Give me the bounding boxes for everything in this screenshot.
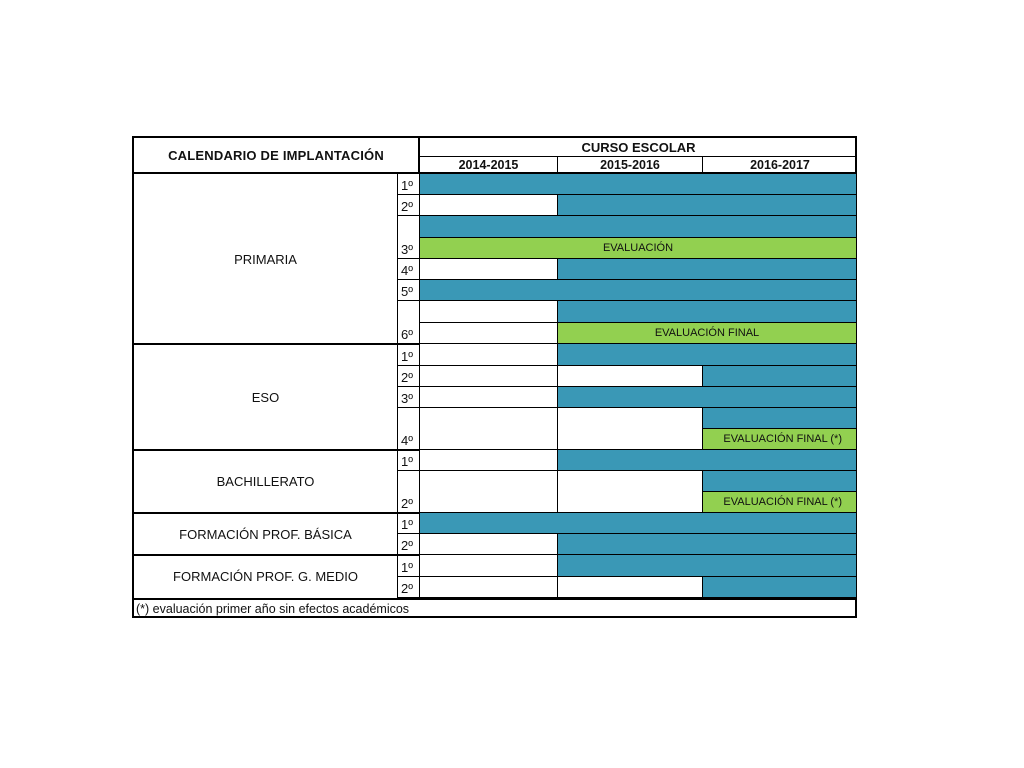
course-label: 2º <box>398 471 420 513</box>
evaluacion-final-bach-bar: EVALUACIÓN FINAL (*) <box>703 492 857 513</box>
group-primaria: PRIMARIA <box>134 174 398 344</box>
group-eso: ESO <box>134 344 398 450</box>
group-fp-grado-medio: FORMACIÓN PROF. G. MEDIO <box>134 555 398 598</box>
table-title: CALENDARIO DE IMPLANTACIÓN <box>134 138 420 174</box>
footnote: (*) evaluación primer año sin efectos académicos <box>134 598 857 618</box>
group-bachillerato: BACHILLERATO <box>134 450 398 513</box>
course-label: 4º <box>398 259 420 280</box>
cell-eso-2 <box>703 366 857 387</box>
cell-fpb-1 <box>420 513 857 534</box>
cell-fpgm-1-2014 <box>420 555 558 577</box>
course-label: 1º <box>398 555 420 577</box>
cell-primaria-6 <box>558 301 857 323</box>
year-header-2014-2015: 2014-2015 <box>420 157 558 174</box>
course-label: 3º <box>398 387 420 408</box>
course-label: 6º <box>398 301 420 344</box>
cell-fpb-2-2014 <box>420 534 558 555</box>
cell-fpgm-2 <box>703 577 857 598</box>
course-label: 1º <box>398 513 420 534</box>
course-label: 4º <box>398 408 420 450</box>
cell-eso-1-2014 <box>420 344 558 366</box>
evaluacion-final-bar: EVALUACIÓN FINAL <box>558 323 857 344</box>
cell-eso-2-2014 <box>420 366 558 387</box>
course-label: 1º <box>398 450 420 471</box>
course-label: 3º <box>398 216 420 259</box>
evaluacion-final-eso-bar: EVALUACIÓN FINAL (*) <box>703 429 857 450</box>
cell-fpgm-2-2015 <box>558 577 703 598</box>
cell-primaria-3 <box>420 216 857 238</box>
cell-primaria-6-2014-b <box>420 323 558 344</box>
cell-eso-3 <box>558 387 857 408</box>
cell-primaria-4-2014 <box>420 259 558 280</box>
cell-primaria-6-2014 <box>420 301 558 323</box>
cell-eso-1 <box>558 344 857 366</box>
cell-eso-4-2014 <box>420 408 558 450</box>
cell-primaria-4 <box>558 259 857 280</box>
curso-escolar-header: CURSO ESCOLAR <box>420 138 857 157</box>
cell-primaria-2 <box>558 195 857 216</box>
year-header-2015-2016: 2015-2016 <box>558 157 703 174</box>
cell-primaria-5 <box>420 280 857 301</box>
cell-bach-1-2014 <box>420 450 558 471</box>
cell-fpgm-1 <box>558 555 857 577</box>
cell-fpgm-2-2014 <box>420 577 558 598</box>
cell-primaria-1 <box>420 174 857 195</box>
cell-bach-2 <box>703 471 857 492</box>
course-label: 5º <box>398 280 420 301</box>
cell-eso-2-2015 <box>558 366 703 387</box>
year-header-2016-2017: 2016-2017 <box>703 157 857 174</box>
implementation-calendar-table <box>132 136 857 618</box>
course-label: 2º <box>398 577 420 598</box>
cell-primaria-2-2014 <box>420 195 558 216</box>
course-label: 1º <box>398 174 420 195</box>
evaluacion-bar: EVALUACIÓN <box>420 238 857 259</box>
course-label: 1º <box>398 344 420 366</box>
cell-eso-4-2015 <box>558 408 703 450</box>
cell-eso-3-2014 <box>420 387 558 408</box>
cell-bach-2-2014 <box>420 471 558 513</box>
cell-bach-1 <box>558 450 857 471</box>
course-label: 2º <box>398 366 420 387</box>
cell-eso-4 <box>703 408 857 429</box>
course-label: 2º <box>398 534 420 555</box>
course-label: 2º <box>398 195 420 216</box>
cell-fpb-2 <box>558 534 857 555</box>
group-fp-basica: FORMACIÓN PROF. BÁSICA <box>134 513 398 555</box>
cell-bach-2-2015 <box>558 471 703 513</box>
